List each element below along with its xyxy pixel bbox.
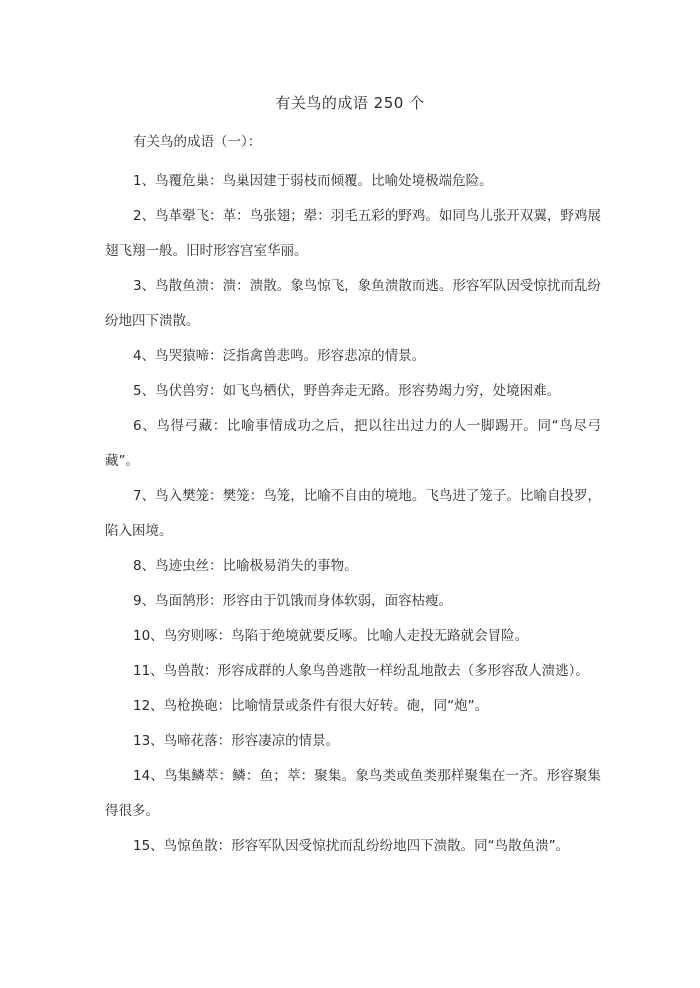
idiom-entry: 12、鸟枪换砲：比喻情景或条件有很大好转。砲，同“炮”。: [133, 698, 489, 714]
idiom-entry: 15、鸟惊鱼散：形容军队因受惊扰而乱纷纷地四下溃散。同“鸟散鱼溃”。: [133, 838, 570, 854]
idiom-entry: 11、鸟兽散：形容成群的人象鸟兽逃散一样纷乱地散去（多形容敌人溃逃）。: [133, 663, 589, 679]
idiom-entry: 3、鸟散鱼溃：溃：溃散。象鸟惊飞，象鱼溃散而逃。形容军队因受惊扰而乱纷纷地四下溃散。: [105, 278, 601, 329]
idiom-list: [105, 164, 601, 864]
idiom-entry: 8、鸟迹虫丝：比喻极易消失的事物。: [133, 558, 358, 574]
idiom-entry: 10、鸟穷则啄：鸟陷于绝境就要反啄。比喻人走投无路就会冒险。: [133, 628, 529, 644]
idiom-entry: 1、鸟覆危巢：鸟巢因建于弱枝而倾覆。比喻处境极端危险。: [133, 173, 493, 189]
idiom-entry: 4、鸟哭猿啼：泛指禽兽悲鸣。形容悲凉的情景。: [133, 348, 426, 364]
idiom-entry: 7、鸟入樊笼：樊笼：鸟笼，比喻不自由的境地。飞鸟进了笼子。比喻自投罗，陷入困境。: [105, 488, 601, 539]
idiom-entry: 13、鸟啼花落：形容凄凉的情景。: [133, 733, 340, 749]
idiom-entry: 5、鸟伏兽穷：如飞鸟栖伏，野兽奔走无路。形容势竭力穷，处境困难。: [133, 383, 561, 399]
idiom-entry: 6、鸟得弓藏：比喻事情成功之后，把以往出过力的人一脚踢开。同“鸟尽弓藏”。: [105, 418, 601, 469]
section-heading: 有关鸟的成语（一）：: [133, 134, 262, 150]
idiom-entry: 2、鸟革翚飞：革：鸟张翅；翚：羽毛五彩的野鸡。如同鸟儿张开双翼，野鸡展翅飞翔一般。旧时形容宫室华丽。: [105, 208, 601, 259]
idiom-entry: 14、鸟集鳞萃：鳞：鱼；萃：聚集。象鸟类或鱼类那样聚集在一齐。形容聚集得很多。: [105, 768, 601, 819]
document-title: 有关鸟的成语 250 个: [275, 94, 425, 112]
idiom-entry: 9、鸟面鹄形：形容由于饥饿而身体软弱，面容枯瘦。: [133, 593, 453, 609]
